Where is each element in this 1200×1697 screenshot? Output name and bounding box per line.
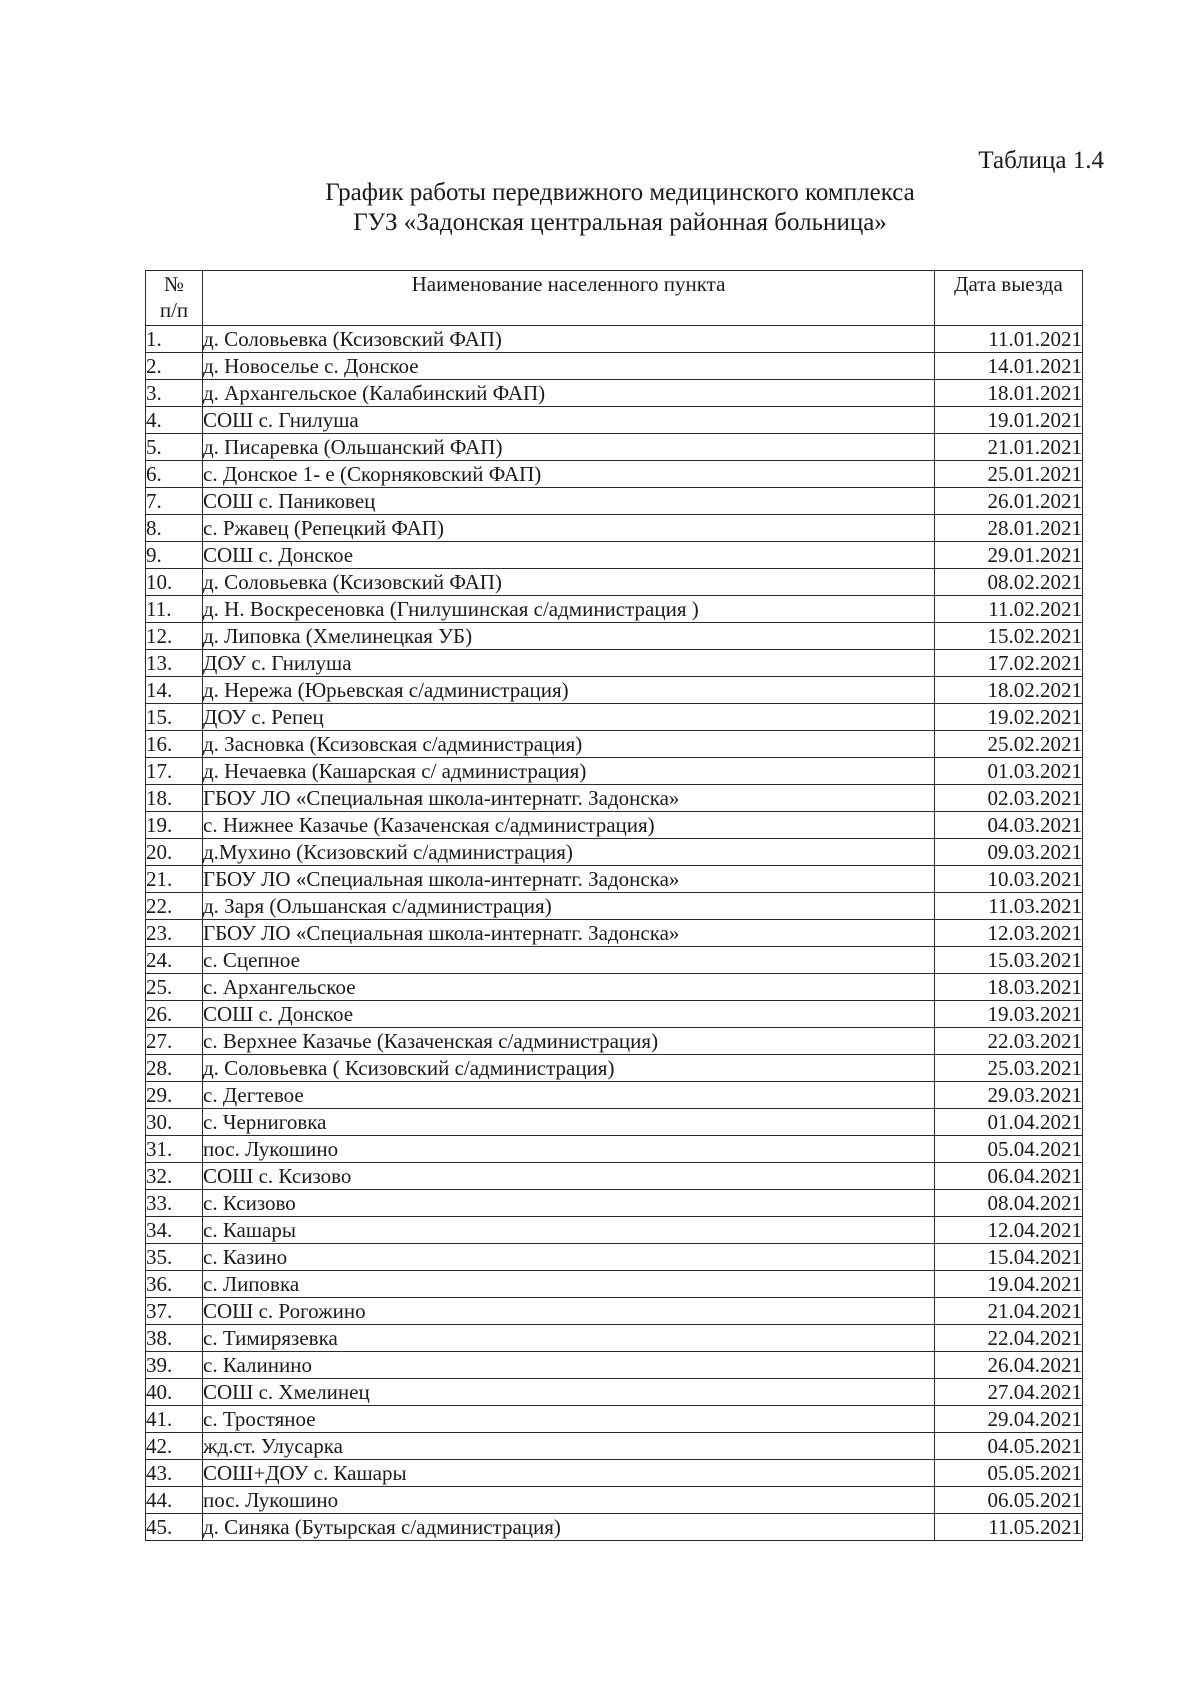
table-row	[146, 1298, 1083, 1325]
settlement-name: с. Липовка	[203, 1271, 935, 1298]
table-row	[146, 1082, 1083, 1109]
departure-date: 08.02.2021	[935, 569, 1083, 596]
departure-date: 28.01.2021	[935, 515, 1083, 542]
settlement-name: с. Черниговка	[203, 1109, 935, 1136]
settlement-name: д.Мухино (Ксизовский с/администрация)	[203, 839, 935, 866]
departure-date: 25.02.2021	[935, 731, 1083, 758]
table-row	[146, 974, 1083, 1001]
row-number: 34.	[146, 1217, 203, 1244]
table-row	[146, 1163, 1083, 1190]
schedule-table	[145, 270, 1083, 1541]
settlement-name: с. Ржавец (Репецкий ФАП)	[203, 515, 935, 542]
departure-date: 10.03.2021	[935, 866, 1083, 893]
settlement-name: д. Соловьевка (Ксизовский ФАП)	[203, 569, 935, 596]
departure-date: 15.04.2021	[935, 1244, 1083, 1271]
row-number: 2.	[146, 353, 203, 380]
row-number: 32.	[146, 1163, 203, 1190]
settlement-name: д. Соловьевка (Ксизовский ФАП)	[203, 326, 935, 353]
settlement-name: с. Нижнее Казачье (Казаченская с/администрация)	[203, 812, 935, 839]
settlement-name: д. Писаревка (Ольшанский ФАП)	[203, 434, 935, 461]
departure-date: 02.03.2021	[935, 785, 1083, 812]
row-number: 44.	[146, 1487, 203, 1514]
table-row	[146, 1055, 1083, 1082]
row-number: 18.	[146, 785, 203, 812]
departure-date: 12.04.2021	[935, 1217, 1083, 1244]
row-number: 8.	[146, 515, 203, 542]
settlement-name: СОШ с. Ксизово	[203, 1163, 935, 1190]
table-row	[146, 1325, 1083, 1352]
table-row	[146, 569, 1083, 596]
row-number: 23.	[146, 920, 203, 947]
settlement-name: пос. Лукошино	[203, 1487, 935, 1514]
table-row	[146, 353, 1083, 380]
settlement-name: с. Тимирязевка	[203, 1325, 935, 1352]
departure-date: 19.02.2021	[935, 704, 1083, 731]
settlement-name: СОШ с. Гнилуша	[203, 407, 935, 434]
settlement-name: с. Архангельское	[203, 974, 935, 1001]
settlement-name: д. Архангельское (Калабинский ФАП)	[203, 380, 935, 407]
table-row	[146, 1109, 1083, 1136]
table-row	[146, 785, 1083, 812]
table-row	[146, 1217, 1083, 1244]
departure-date: 19.03.2021	[935, 1001, 1083, 1028]
row-number: 22.	[146, 893, 203, 920]
departure-date: 06.05.2021	[935, 1487, 1083, 1514]
row-number: 10.	[146, 569, 203, 596]
departure-date: 15.03.2021	[935, 947, 1083, 974]
row-number: 27.	[146, 1028, 203, 1055]
header-number-pp: п/п	[159, 298, 189, 322]
departure-date: 29.04.2021	[935, 1406, 1083, 1433]
settlement-name: ГБОУ ЛО «Специальная школа-интернатг. Задонска»	[203, 785, 935, 812]
table-row	[146, 1406, 1083, 1433]
table-number-label: Таблица 1.4	[978, 147, 1104, 174]
row-number: 38.	[146, 1325, 203, 1352]
departure-date: 25.01.2021	[935, 461, 1083, 488]
header-departure-date: Дата выезда	[935, 271, 1083, 326]
row-number: 24.	[146, 947, 203, 974]
settlement-name: с. Кашары	[203, 1217, 935, 1244]
departure-date: 26.04.2021	[935, 1352, 1083, 1379]
departure-date: 15.02.2021	[935, 623, 1083, 650]
row-number: 13.	[146, 650, 203, 677]
settlement-name: с. Калинино	[203, 1352, 935, 1379]
departure-date: 11.03.2021	[935, 893, 1083, 920]
table-row	[146, 542, 1083, 569]
departure-date: 09.03.2021	[935, 839, 1083, 866]
settlement-name: СОШ с. Донское	[203, 542, 935, 569]
settlement-name: жд.ст. Улусарка	[203, 1433, 935, 1460]
table-row	[146, 650, 1083, 677]
row-number: 36.	[146, 1271, 203, 1298]
row-number: 37.	[146, 1298, 203, 1325]
table-row	[146, 1379, 1083, 1406]
table-row	[146, 1487, 1083, 1514]
settlement-name: ДОУ с. Репец	[203, 704, 935, 731]
departure-date: 14.01.2021	[935, 353, 1083, 380]
table-header-row	[146, 271, 1083, 326]
table-row	[146, 704, 1083, 731]
row-number: 15.	[146, 704, 203, 731]
settlement-name: д. Нережа (Юрьевская с/администрация)	[203, 677, 935, 704]
table-row	[146, 812, 1083, 839]
row-number: 11.	[146, 596, 203, 623]
departure-date: 04.03.2021	[935, 812, 1083, 839]
table-row	[146, 1136, 1083, 1163]
table-row	[146, 947, 1083, 974]
row-number: 17.	[146, 758, 203, 785]
row-number: 26.	[146, 1001, 203, 1028]
departure-date: 11.01.2021	[935, 326, 1083, 353]
departure-date: 05.04.2021	[935, 1136, 1083, 1163]
settlement-name: д. Синяка (Бутырская с/администрация)	[203, 1514, 935, 1541]
table-row	[146, 596, 1083, 623]
settlement-name: СОШ с. Донское	[203, 1001, 935, 1028]
settlement-name: СОШ+ДОУ с. Кашары	[203, 1460, 935, 1487]
row-number: 29.	[146, 1082, 203, 1109]
table-row	[146, 1460, 1083, 1487]
row-number: 16.	[146, 731, 203, 758]
table-row	[146, 1271, 1083, 1298]
departure-date: 21.04.2021	[935, 1298, 1083, 1325]
departure-date: 06.04.2021	[935, 1163, 1083, 1190]
row-number: 39.	[146, 1352, 203, 1379]
table-row	[146, 1190, 1083, 1217]
departure-date: 11.05.2021	[935, 1514, 1083, 1541]
settlement-name: СОШ с. Рогожино	[203, 1298, 935, 1325]
settlement-name: с. Верхнее Казачье (Казаченская с/администрация)	[203, 1028, 935, 1055]
table-row	[146, 461, 1083, 488]
departure-date: 25.03.2021	[935, 1055, 1083, 1082]
row-number: 43.	[146, 1460, 203, 1487]
row-number: 1.	[146, 326, 203, 353]
settlement-name: с. Дегтевое	[203, 1082, 935, 1109]
table-row	[146, 866, 1083, 893]
settlement-name: ГБОУ ЛО «Специальная школа-интернатг. Задонска»	[203, 920, 935, 947]
departure-date: 21.01.2021	[935, 434, 1083, 461]
settlement-name: д. Заря (Ольшанская с/администрация)	[203, 893, 935, 920]
departure-date: 18.02.2021	[935, 677, 1083, 704]
settlement-name: с. Тростяное	[203, 1406, 935, 1433]
schedule-table-body	[146, 326, 1083, 1541]
departure-date: 04.05.2021	[935, 1433, 1083, 1460]
departure-date: 22.04.2021	[935, 1325, 1083, 1352]
table-row	[146, 488, 1083, 515]
departure-date: 05.05.2021	[935, 1460, 1083, 1487]
departure-date: 19.04.2021	[935, 1271, 1083, 1298]
document-title-line-2: ГУЗ «Задонская центральная районная больница»	[353, 209, 887, 236]
table-row	[146, 1028, 1083, 1055]
departure-date: 18.01.2021	[935, 380, 1083, 407]
table-row	[146, 515, 1083, 542]
departure-date: 22.03.2021	[935, 1028, 1083, 1055]
table-row	[146, 758, 1083, 785]
departure-date: 29.01.2021	[935, 542, 1083, 569]
departure-date: 12.03.2021	[935, 920, 1083, 947]
row-number: 31.	[146, 1136, 203, 1163]
table-row	[146, 407, 1083, 434]
settlement-name: с. Сцепное	[203, 947, 935, 974]
table-row	[146, 623, 1083, 650]
table-row	[146, 731, 1083, 758]
departure-date: 08.04.2021	[935, 1190, 1083, 1217]
departure-date: 18.03.2021	[935, 974, 1083, 1001]
table-row	[146, 326, 1083, 353]
settlement-name: д. Засновка (Ксизовская с/администрация)	[203, 731, 935, 758]
row-number: 28.	[146, 1055, 203, 1082]
settlement-name: с. Ксизово	[203, 1190, 935, 1217]
row-number: 40.	[146, 1379, 203, 1406]
settlement-name: с. Казино	[203, 1244, 935, 1271]
settlement-name: д. Липовка (Хмелинецкая УБ)	[203, 623, 935, 650]
table-row	[146, 1244, 1083, 1271]
table-row	[146, 1514, 1083, 1541]
departure-date: 19.01.2021	[935, 407, 1083, 434]
document-title	[0, 178, 1200, 238]
table-row	[146, 893, 1083, 920]
row-number: 19.	[146, 812, 203, 839]
table-row	[146, 1433, 1083, 1460]
table-row	[146, 839, 1083, 866]
row-number: 4.	[146, 407, 203, 434]
settlement-name: д. Н. Воскресеновка (Гнилушинская с/администрация )	[203, 596, 935, 623]
departure-date: 27.04.2021	[935, 1379, 1083, 1406]
settlement-name: пос. Лукошино	[203, 1136, 935, 1163]
row-number: 6.	[146, 461, 203, 488]
row-number: 30.	[146, 1109, 203, 1136]
departure-date: 11.02.2021	[935, 596, 1083, 623]
row-number: 9.	[146, 542, 203, 569]
table-row	[146, 1001, 1083, 1028]
row-number: 21.	[146, 866, 203, 893]
row-number: 5.	[146, 434, 203, 461]
departure-date: 26.01.2021	[935, 488, 1083, 515]
departure-date: 29.03.2021	[935, 1082, 1083, 1109]
table-row	[146, 677, 1083, 704]
settlement-name: ГБОУ ЛО «Специальная школа-интернатг. Задонска»	[203, 866, 935, 893]
table-row	[146, 1352, 1083, 1379]
departure-date: 17.02.2021	[935, 650, 1083, 677]
settlement-name: д. Нечаевка (Кашарская с/ администрация)	[203, 758, 935, 785]
table-row	[146, 434, 1083, 461]
settlement-name: с. Донское 1- е (Скорняковский ФАП)	[203, 461, 935, 488]
departure-date: 01.04.2021	[935, 1109, 1083, 1136]
header-number	[146, 271, 203, 326]
row-number: 33.	[146, 1190, 203, 1217]
table-row	[146, 920, 1083, 947]
row-number: 7.	[146, 488, 203, 515]
table-row	[146, 380, 1083, 407]
settlement-name: д. Соловьевка ( Ксизовский с/администрация)	[203, 1055, 935, 1082]
row-number: 42.	[146, 1433, 203, 1460]
settlement-name: СОШ с. Паниковец	[203, 488, 935, 515]
document-title-line-1: График работы передвижного медицинского комплекса	[325, 179, 915, 206]
row-number: 20.	[146, 839, 203, 866]
row-number: 35.	[146, 1244, 203, 1271]
header-number-sign: №	[163, 272, 185, 296]
row-number: 45.	[146, 1514, 203, 1541]
settlement-name: д. Новоселье с. Донское	[203, 353, 935, 380]
row-number: 12.	[146, 623, 203, 650]
departure-date: 01.03.2021	[935, 758, 1083, 785]
settlement-name: СОШ с. Хмелинец	[203, 1379, 935, 1406]
row-number: 14.	[146, 677, 203, 704]
header-settlement-name: Наименование населенного пункта	[203, 271, 935, 326]
row-number: 41.	[146, 1406, 203, 1433]
settlement-name: ДОУ с. Гнилуша	[203, 650, 935, 677]
row-number: 25.	[146, 974, 203, 1001]
row-number: 3.	[146, 380, 203, 407]
